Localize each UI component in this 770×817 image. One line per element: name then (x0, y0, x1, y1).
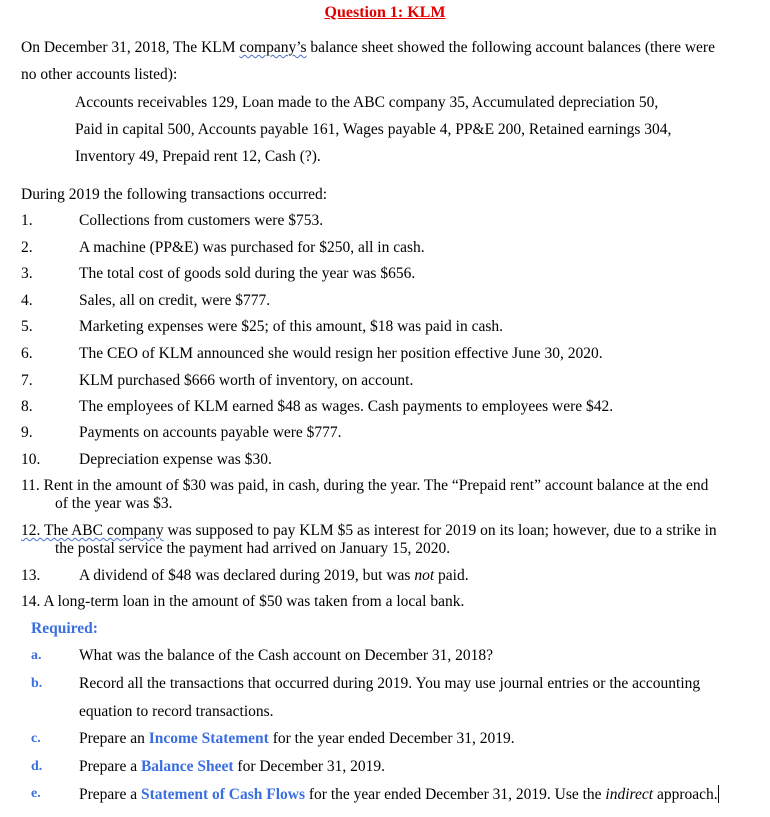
item-letter: b. (31, 676, 43, 691)
item-text: Sales, all on credit, were $777. (79, 292, 271, 309)
transaction-item (0, 567, 770, 585)
transaction-item (0, 345, 770, 363)
item-text (79, 730, 515, 748)
item-text: Marketing expenses were $25; of this amount, $18 was paid in cash. (79, 318, 504, 335)
item-letter: e. (31, 786, 41, 801)
item-number: 1. (21, 212, 33, 229)
transaction-item (0, 318, 770, 336)
item-number: 10. (21, 451, 41, 468)
required-item (0, 730, 770, 748)
balances-line: Paid in capital 500, Accounts payable 161, Wages payable 4, PP&E 200, Retained earnings 304, (75, 121, 672, 138)
item-number: 7. (21, 372, 33, 389)
item-number: 4. (21, 292, 33, 309)
question-title: Question 1: KLM (324, 4, 446, 21)
text: for December 31, 2019. (233, 758, 386, 775)
intro-line-1 (21, 39, 715, 57)
required-item (0, 758, 770, 776)
item-number: 3. (21, 265, 33, 282)
item-text: Collections from customers were $753. (79, 212, 324, 229)
item-text: KLM purchased $666 worth of inventory, on account. (79, 372, 414, 389)
intro-line-2: no other accounts listed): (21, 66, 178, 83)
spellcheck-word: 12. The ABC company (21, 522, 164, 539)
required-heading: Required: (31, 620, 98, 637)
transaction-item (0, 212, 770, 230)
text-cursor (718, 785, 719, 803)
item-text: The total cost of goods sold during the year was $656. (79, 265, 416, 282)
required-item (0, 647, 770, 665)
required-item (0, 785, 770, 803)
spellcheck-word: company’s (239, 39, 307, 56)
item-number: 9. (21, 424, 33, 441)
text: paid. (434, 567, 469, 584)
income-statement-term: Income Statement (148, 730, 269, 747)
item-12-line-1 (21, 522, 717, 540)
transaction-item (0, 398, 770, 416)
item-number: 8. (21, 398, 33, 415)
item-number: 13. (21, 567, 41, 584)
item-text: The CEO of KLM announced she would resign her position effective June 30, 2020. (79, 345, 603, 362)
item-14: 14. A long-term loan in the amount of $50 was taken from a local bank. (21, 593, 465, 610)
item-text: What was the balance of the Cash account on December 31, 2018? (79, 647, 494, 664)
text: for the year ended December 31, 2019. (268, 730, 515, 747)
text: Prepare a (79, 786, 141, 803)
transaction-item (0, 424, 770, 442)
during-heading: During 2019 the following transactions occurred: (21, 186, 328, 203)
balances-line: Accounts receivables 129, Loan made to the ABC company 35, Accumulated depreciation 50, (75, 94, 659, 111)
intro-text: On December 31, 2018, The KLM (21, 39, 240, 56)
text: for the year ended December 31, 2019. Use the (305, 786, 606, 803)
balance-sheet-term: Balance Sheet (140, 758, 234, 775)
item-text: was supposed to pay KLM $5 as interest for 2019 on its loan; however, due to a strike in (163, 522, 717, 539)
item-letter: d. (31, 759, 43, 774)
cash-flows-term: Statement of Cash Flows (140, 786, 305, 803)
transaction-item (0, 372, 770, 390)
emphasis: not (414, 567, 435, 584)
item-text: Payments on accounts payable were $777. (79, 424, 342, 441)
item-letter: c. (31, 731, 41, 746)
item-text (79, 567, 469, 585)
item-number: 2. (21, 239, 33, 256)
emphasis: indirect (605, 786, 654, 803)
item-11-line-2: of the year was $3. (55, 495, 173, 512)
item-letter: a. (31, 648, 42, 663)
balances-line: Inventory 49, Prepaid rent 12, Cash (?). (75, 148, 321, 165)
transaction-item (0, 451, 770, 469)
transaction-item (0, 292, 770, 310)
item-text: A machine (PP&E) was purchased for $250, all in cash. (79, 239, 425, 256)
item-number: 6. (21, 345, 33, 362)
item-text (79, 785, 719, 804)
item-text: Depreciation expense was $30. (79, 451, 272, 468)
text: A dividend of $48 was declared during 2019, but was (79, 567, 415, 584)
text: Prepare an (79, 730, 149, 747)
item-text: The employees of KLM earned $48 as wages. Cash payments to employees were $42. (79, 398, 614, 415)
transaction-item (0, 265, 770, 283)
text: approach. (653, 786, 718, 803)
transaction-item (0, 239, 770, 257)
item-11-line-1: 11. Rent in the amount of $30 was paid, in cash, during the year. The “Prepaid rent” account balance at the end (21, 477, 709, 494)
item-text: equation to record transactions. (79, 703, 274, 720)
item-12-line-2: the postal service the payment had arrived on January 15, 2020. (55, 540, 451, 557)
required-item (0, 675, 770, 693)
text: Prepare a (79, 758, 141, 775)
item-text (79, 758, 385, 776)
item-text: Record all the transactions that occurred during 2019. You may use journal entries or the accounting (79, 675, 701, 692)
intro-text: balance sheet showed the following account balances (there were (306, 39, 715, 56)
item-number: 5. (21, 318, 33, 335)
